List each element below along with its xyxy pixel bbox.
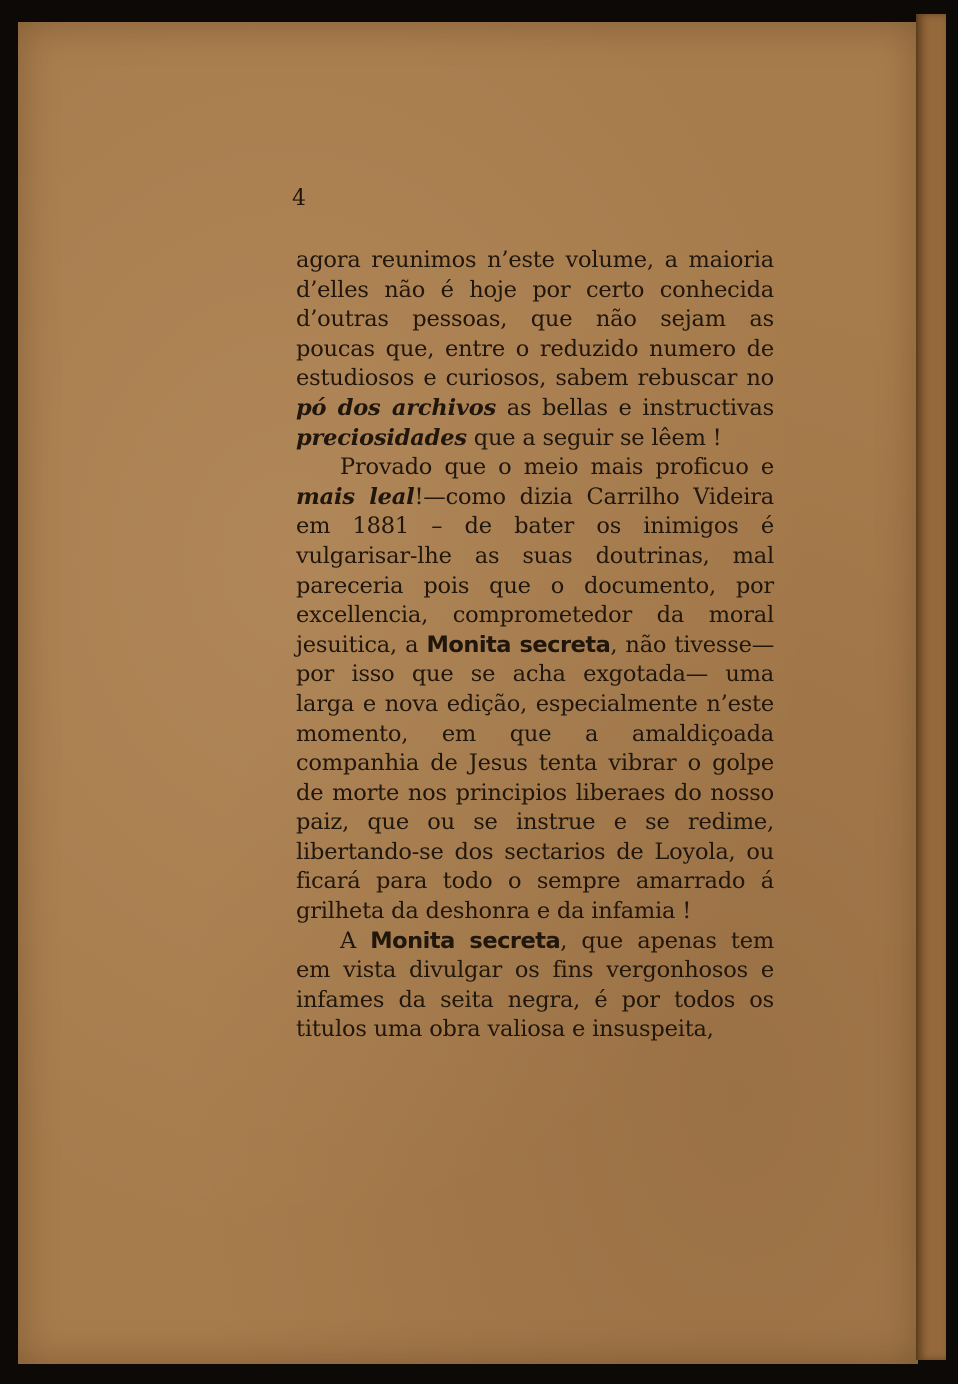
text-segment: agora reunimos n’este volume, a maioria d’elles não é hoje por certo conhecida d’outras pessoas, que não sejam as poucas que, entre o reduzido numero de estudiosos e curiosos, sabem rebuscar no bbox=[296, 247, 774, 392]
text-segment: que a seguir se lêem ! bbox=[466, 424, 722, 451]
text-segment: Provado que o meio mais proficuo e bbox=[340, 454, 774, 481]
book-title-emphasis: Monita secreta bbox=[370, 927, 561, 954]
text-segment: A bbox=[340, 927, 371, 954]
paragraph-2 bbox=[296, 453, 774, 927]
paragraph-1 bbox=[296, 246, 774, 453]
text-segment: , que apenas tem em vista divulgar os fins vergonhosos e infames da seita negra, é por todos os titulos uma obra valiosa e insuspeita, bbox=[296, 927, 774, 1043]
text-segment: !—como dizia Carrilho Videira em 1881 – de bater os inimigos é vulgarisar-lhe as suas doutrinas, mal pareceria pois que o documento, por excellencia, comprometedor da moral jesuitica, a bbox=[296, 483, 774, 658]
adjacent-page-edge bbox=[916, 14, 946, 1360]
italic-phrase: mais leal bbox=[296, 483, 415, 510]
paragraph-3 bbox=[296, 927, 774, 1045]
text-segment: , não tivesse—por isso que se acha exgotada— uma larga e nova edição, especialmente n’este momento, em que a amaldiçoada companhia de Jesus tenta vibrar o golpe de morte nos principios liberaes do nosso paiz, que ou se instrue e se redime, libertando-se dos sectarios de Loyola, ou ficará para todo o sempre amarrado á grilheta da deshonra e da infamia ! bbox=[296, 631, 774, 925]
italic-phrase: pó dos archivos bbox=[296, 394, 497, 421]
italic-phrase: preciosidades bbox=[296, 424, 467, 451]
body-text bbox=[296, 246, 774, 1045]
text-segment: as bellas e instructivas bbox=[496, 394, 774, 421]
page-number: 4 bbox=[292, 186, 306, 211]
book-title-emphasis: Monita secreta bbox=[426, 631, 611, 658]
